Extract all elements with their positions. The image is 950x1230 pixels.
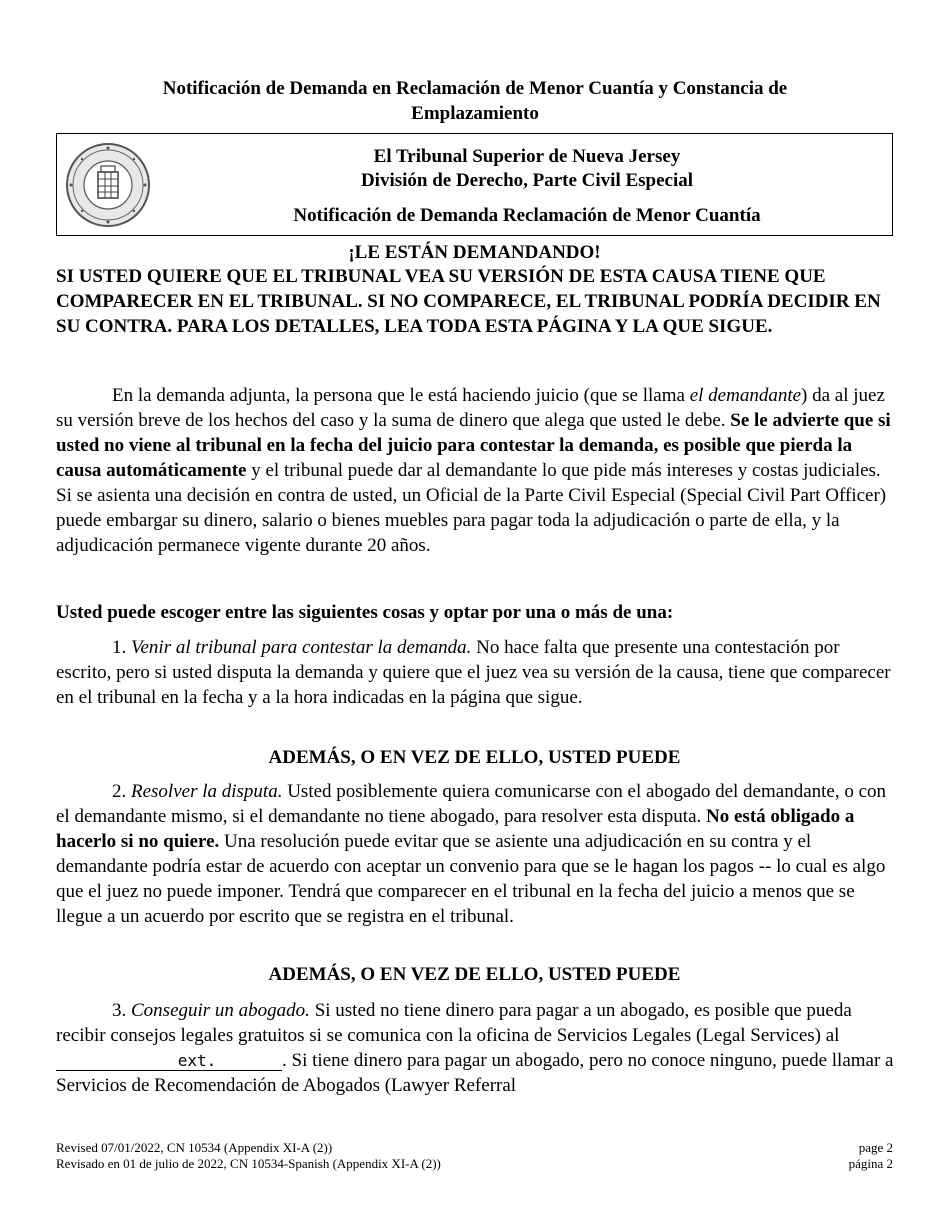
warning-title: ¡LE ESTÁN DEMANDANDO! <box>348 242 601 263</box>
title-line-2: Emplazamiento <box>411 103 539 124</box>
page-number-en: page 2 <box>858 1140 893 1155</box>
also-heading-2: ADEMÁS, O EN VEZ DE ELLO, USTED PUEDE <box>268 964 681 985</box>
warning-body: SI USTED QUIERE QUE EL TRIBUNAL VEA SU VERSIÓN DE ESTA CAUSA TIENE QUE COMPARECER EN EL TRIBUNAL. SI NO COMPARECE, EL TRIBUNAL PODRÍA DECIDIR EN SU CONTRA. PARA LOS DETALLES, LEA TODA ESTA PÁGINA Y LA QUE SIGUE. <box>56 266 881 337</box>
option-2-title: Resolver la disputa. <box>131 781 283 802</box>
intro-text-2: ) da al juez su versión breve de los hechos del caso y la suma de dinero que alega que usted le debe. <box>56 385 885 431</box>
option-2-text-2: Una resolución puede evitar que se asiente una adjudicación en su contra y el demandante podría estar de acuerdo con aceptar un convenio para que se le hagan los pagos -- lo cual es algo que el juez no puede imponer. Tendrá que comparecer en el tribunal en la fecha del juicio a menos que se llegue a un acuerdo por escrito que se registra en el tribunal. <box>56 831 886 927</box>
intro-text-3: y el tribunal puede dar al demandante lo que pide más intereses y costas judiciales. Si se asienta una decisión en contra de usted, un Oficial de la Parte Civil Especial (Special Civil Part Officer) puede embargar su dinero, salario o bienes muebles para pagar toda la adjudicación o parte de ella, y la adjudicación permanece vigente durante 20 años. <box>56 460 887 556</box>
court-name: El Tribunal Superior de Nueva Jersey <box>373 146 681 167</box>
intro-italic-plaintiff: el demandante <box>689 385 802 406</box>
court-seal-icon <box>65 142 151 228</box>
footer-revision-es: Revisado en 01 de julio de 2022, CN 10534-Spanish (Appendix XI-A (2)) <box>56 1156 441 1171</box>
option-3-text-2: . Si tiene dinero para pagar un abogado, pero no conoce ninguno, puede llamar a Servicios de Recomendación de Abogados (Lawyer Referral <box>56 1050 894 1096</box>
option-3-title: Conseguir un abogado. <box>131 1000 310 1021</box>
court-division: División de Derecho, Parte Civil Especial <box>360 170 694 191</box>
page-number-es: página 2 <box>848 1156 893 1171</box>
intro-bold-warning: Se le advierte que si usted no viene al tribunal en la fecha del juicio para contestar la demanda, es posible que pierda la causa automáticamente <box>56 410 891 481</box>
option-2-bold: No está obligado a hacerlo si no quiere. <box>56 806 855 852</box>
intro-paragraph <box>56 383 896 558</box>
also-heading-1: ADEMÁS, O EN VEZ DE ELLO, USTED PUEDE <box>268 747 681 768</box>
option-1-number: 1. <box>112 637 131 658</box>
footer-page-number <box>849 1140 893 1172</box>
option-1-title: Venir al tribunal para contestar la demanda. <box>131 637 472 658</box>
option-2-number: 2. <box>112 781 131 802</box>
title-line-1: Notificación de Demanda en Reclamación de Menor Cuantía y Constancia de <box>162 78 788 99</box>
option-3-text-1: Si usted no tiene dinero para pagar a un abogado, es posible que pueda recibir consejos legales gratuitos si se comunica con la oficina de Servicios Legales (Legal Services) al <box>56 1000 852 1046</box>
notice-title: Notificación de Demanda Reclamación de Menor Cuantía <box>293 205 761 226</box>
footer-revision <box>56 1140 441 1172</box>
option-1-text: No hace falta que presente una contestación por escrito, pero si usted disputa la demanda y quiere que el juez vea su versión de la causa, tiene que comparecer en el tribunal en la fecha y a la hora indicadas en la página que sigue. <box>56 637 891 708</box>
option-3-number: 3. <box>112 1000 131 1021</box>
option-3-paragraph <box>56 998 896 1098</box>
document-title <box>100 76 850 126</box>
court-header-box <box>56 133 893 236</box>
option-2-text-1: Usted posiblemente quiera comunicarse con el abogado del demandante, o con el demandante mismo, si el demandante no tiene abogado, para resolver esta disputa. <box>56 781 887 827</box>
legal-services-phone-field[interactable]: ext. <box>56 1052 282 1071</box>
option-1-paragraph <box>56 635 896 710</box>
options-heading: Usted puede escoger entre las siguientes cosas y optar por una o más de una: <box>56 602 674 623</box>
footer-revision-en: Revised 07/01/2022, CN 10534 (Appendix XI-A (2)) <box>56 1140 333 1155</box>
intro-text-1: En la demanda adjunta, la persona que le está haciendo juicio (que se llama <box>112 385 690 406</box>
option-2-paragraph <box>56 779 896 929</box>
